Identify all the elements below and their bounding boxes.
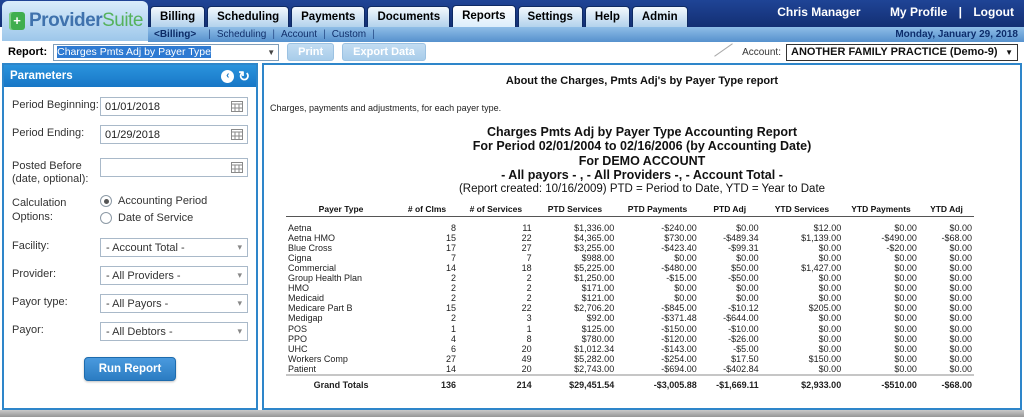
value-cell: 1 <box>526 323 532 334</box>
value-cell: 49 <box>521 353 532 364</box>
table-row <box>286 334 974 344</box>
value-cell: 27 <box>445 353 456 364</box>
value-cell: $0.00 <box>894 333 917 344</box>
value-cell: $0.00 <box>674 293 697 304</box>
grand-total-cell: -$3,005.88 <box>616 375 699 390</box>
value-cell: $0.00 <box>818 363 842 374</box>
value-cell: $780.00 <box>581 333 615 344</box>
grand-total-cell: $2,933.00 <box>761 375 844 390</box>
tab-help[interactable]: Help <box>585 6 630 27</box>
table-row <box>286 324 974 334</box>
value-cell: 17 <box>445 242 456 253</box>
link-separator: | <box>958 5 962 19</box>
subnav-item-account[interactable]: Account <box>280 29 318 40</box>
radio-date-of-service-label: Date of Service <box>118 212 194 225</box>
tab-billing[interactable]: Billing <box>150 6 205 27</box>
value-cell: -$845.00 <box>661 303 697 314</box>
value-cell: -$489.34 <box>723 232 759 243</box>
value-cell: $0.00 <box>894 313 917 324</box>
value-cell: $0.00 <box>818 343 842 354</box>
col-ptd-services: PTD Services <box>534 203 617 217</box>
refresh-icon[interactable]: ↻ <box>238 67 250 84</box>
value-cell: $17.50 <box>731 353 759 364</box>
value-cell: $205.00 <box>808 303 842 314</box>
value-cell: 27 <box>521 242 532 253</box>
value-cell: -$120.00 <box>661 333 697 344</box>
col-ytd-services: YTD Services <box>761 203 844 217</box>
period-ending-value: 01/29/2018 <box>105 128 161 141</box>
value-cell: $0.00 <box>894 283 917 294</box>
grand-totals-label: Grand Totals <box>286 375 396 390</box>
chevron-down-icon: ▼ <box>1005 47 1013 57</box>
value-cell: $0.00 <box>894 263 917 274</box>
value-cell: $0.00 <box>894 303 917 314</box>
value-cell: 2 <box>450 283 456 294</box>
chevron-down-icon: ▾ <box>237 270 242 281</box>
col-num-services: # of Services <box>458 203 534 217</box>
payor-field <box>12 322 248 341</box>
user-area <box>777 5 1014 19</box>
tab-settings[interactable]: Settings <box>518 6 583 27</box>
value-cell: -$402.84 <box>723 363 759 374</box>
report-title-block <box>264 125 1020 196</box>
value-cell: 8 <box>450 222 456 233</box>
value-cell: $121.00 <box>581 293 615 304</box>
chevron-down-icon: ▾ <box>237 298 242 309</box>
payor-type-select[interactable] <box>100 294 248 313</box>
subnav-separator: | <box>323 29 326 40</box>
value-cell: -$490.00 <box>881 232 917 243</box>
value-cell: $0.00 <box>894 273 917 284</box>
period-ending-label: Period Ending: <box>12 127 85 139</box>
value-cell: -$68.00 <box>941 232 972 243</box>
value-cell: -$50.00 <box>728 273 759 284</box>
value-cell: 20 <box>521 363 532 374</box>
value-cell: $4,365.00 <box>574 232 615 243</box>
parameters-header <box>4 65 256 87</box>
col-ptd-payments: PTD Payments <box>616 203 699 217</box>
payor-select[interactable] <box>100 322 248 341</box>
value-cell: 4 <box>450 333 456 344</box>
parameters-panel <box>2 63 258 410</box>
value-cell: $0.00 <box>949 323 972 334</box>
grand-total-cell: 214 <box>458 375 534 390</box>
report-table <box>286 203 974 390</box>
providersuite-logo-icon <box>9 12 25 30</box>
value-cell: 6 <box>450 343 456 354</box>
tab-payments[interactable]: Payments <box>291 6 365 27</box>
value-cell: $0.00 <box>894 252 917 263</box>
provider-select[interactable] <box>100 266 248 285</box>
report-label: Report: <box>8 46 48 58</box>
table-row <box>286 216 974 233</box>
value-cell: $171.00 <box>581 283 615 294</box>
value-cell: 7 <box>450 252 456 263</box>
value-cell: 20 <box>521 343 532 354</box>
value-cell: $5,225.00 <box>574 263 615 274</box>
value-cell: $0.00 <box>818 283 842 294</box>
value-cell: $1,427.00 <box>801 263 842 274</box>
report-select-value: Charges Pmts Adj by Payer Type <box>57 46 211 58</box>
value-cell: $0.00 <box>949 353 972 364</box>
calendar-icon[interactable] <box>231 162 243 173</box>
value-cell: 3 <box>526 313 532 324</box>
value-cell: 2 <box>526 293 532 304</box>
report-select[interactable] <box>53 44 279 61</box>
table-row <box>286 354 974 364</box>
col-ytd-payments: YTD Payments <box>843 203 919 217</box>
payor-label: Payor: <box>12 324 44 337</box>
collapse-panel-icon[interactable]: ‹ <box>221 70 234 83</box>
payer-type-cell: Medigap <box>288 313 323 324</box>
value-cell: 1 <box>450 323 456 334</box>
value-cell: $0.00 <box>818 242 842 253</box>
value-cell: $988.00 <box>581 252 615 263</box>
value-cell: -$15.00 <box>666 273 697 284</box>
report-title-line: Charges Pmts Adj by Payer Type Accounting Report <box>486 125 798 139</box>
grand-total-cell: $29,451.54 <box>534 375 617 390</box>
value-cell: -$240.00 <box>661 222 697 233</box>
value-cell: -$371.48 <box>661 313 697 324</box>
subnav-item-scheduling[interactable]: Scheduling <box>216 29 267 40</box>
value-cell: $1,250.00 <box>574 273 615 284</box>
grand-total-cell: -$510.00 <box>843 375 919 390</box>
chevron-down-icon: ▾ <box>237 326 242 337</box>
chevron-down-icon: ▼ <box>267 47 276 57</box>
value-cell: -$5.00 <box>733 343 759 354</box>
value-cell: $0.00 <box>949 363 972 374</box>
report-title-line: For DEMO ACCOUNT <box>578 153 706 168</box>
about-title: About the Charges, Pmts Adj's by Payer Type report <box>505 75 779 87</box>
posted-before-label: Posted Before (date, optional): <box>12 160 89 186</box>
tab-documents[interactable]: Documents <box>367 6 450 27</box>
value-cell: $0.00 <box>736 283 759 294</box>
value-cell: $0.00 <box>674 283 697 294</box>
tab-admin[interactable]: Admin <box>632 6 688 27</box>
value-cell: $0.00 <box>894 353 917 364</box>
facility-value: - Account Total - <box>106 241 185 254</box>
value-cell: 15 <box>445 303 456 314</box>
payer-type-cell: Aetna <box>288 222 312 233</box>
table-row <box>286 364 974 375</box>
chevron-down-icon: ▾ <box>237 242 242 253</box>
value-cell: 22 <box>521 232 532 243</box>
period-ending-field <box>12 125 248 144</box>
value-cell: 2 <box>450 273 456 284</box>
col-ytd-adj: YTD Adj <box>919 203 974 217</box>
payer-type-cell: Commercial <box>288 263 337 274</box>
report-title-line: For Period 02/01/2004 to 02/16/2006 (by Accounting Date) <box>472 139 812 154</box>
grand-total-cell: -$68.00 <box>919 375 974 390</box>
run-report-button[interactable]: Run Report <box>84 357 177 381</box>
value-cell: $0.00 <box>894 323 917 334</box>
provider-value: - All Providers - <box>106 269 181 282</box>
logo-text-suite: Suite <box>102 10 143 31</box>
value-cell: $730.00 <box>664 232 697 243</box>
table-row <box>286 293 974 303</box>
posted-before-input[interactable] <box>100 158 248 177</box>
value-cell: $92.00 <box>586 313 615 324</box>
payer-type-cell: Medicare Part B <box>288 303 353 314</box>
table-header-row <box>286 203 974 217</box>
table-row <box>286 303 974 313</box>
value-cell: $3,255.00 <box>574 242 615 253</box>
payer-type-cell: HMO <box>288 283 309 294</box>
user-name: Chris Manager <box>777 5 861 19</box>
value-cell: 14 <box>445 263 456 274</box>
value-cell: $12.00 <box>813 222 842 233</box>
grand-total-cell: -$1,669.11 <box>699 375 761 390</box>
value-cell: $0.00 <box>736 252 759 263</box>
payer-type-cell: POS <box>288 323 308 334</box>
value-cell: -$99.31 <box>728 242 759 253</box>
report-panel <box>262 63 1022 410</box>
payer-type-cell: Cigna <box>288 252 312 263</box>
payer-type-cell: Medicaid <box>288 293 325 304</box>
value-cell: $0.00 <box>949 293 972 304</box>
radio-accounting-period[interactable] <box>100 195 248 207</box>
period-beginning-field <box>12 97 248 116</box>
print-button[interactable]: Print <box>287 43 334 61</box>
value-cell: $0.00 <box>949 313 972 324</box>
value-cell: 2 <box>450 293 456 304</box>
tab-scheduling[interactable]: Scheduling <box>207 6 289 27</box>
facility-label: Facility: <box>12 240 50 253</box>
value-cell: -$20.00 <box>886 242 917 253</box>
value-cell: -$694.00 <box>661 363 697 374</box>
value-cell: $0.00 <box>894 222 917 233</box>
main-tabs <box>150 2 690 27</box>
value-cell: $0.00 <box>949 283 972 294</box>
value-cell: $0.00 <box>949 333 972 344</box>
value-cell: 18 <box>521 263 532 274</box>
posted-before-field <box>12 158 248 186</box>
value-cell: $0.00 <box>818 323 842 334</box>
value-cell: -$143.00 <box>661 343 697 354</box>
value-cell: $1,336.00 <box>574 222 615 233</box>
facility-field <box>12 238 248 257</box>
payer-type-cell: Patient <box>288 363 317 374</box>
account-label: Account: <box>742 46 781 58</box>
value-cell: $0.00 <box>949 252 972 263</box>
period-beginning-label: Period Beginning: <box>12 99 99 111</box>
value-cell: $0.00 <box>894 363 917 374</box>
payer-type-cell: Workers Comp <box>288 353 348 364</box>
value-cell: $50.00 <box>731 263 759 274</box>
subnav-separator: | <box>272 29 275 40</box>
value-cell: 2 <box>526 273 532 284</box>
radio-date-of-service[interactable] <box>100 212 248 224</box>
value-cell: $0.00 <box>949 263 972 274</box>
tab-reports[interactable]: Reports <box>452 5 515 27</box>
value-cell: $0.00 <box>818 293 842 304</box>
table-row <box>286 344 974 354</box>
value-cell: 2 <box>450 313 456 324</box>
facility-select[interactable] <box>100 238 248 257</box>
provider-label: Provider: <box>12 268 57 281</box>
payor-type-label: Payor type: <box>12 296 68 309</box>
value-cell: $0.00 <box>949 303 972 314</box>
calendar-icon[interactable] <box>231 101 243 112</box>
value-cell: 7 <box>526 252 532 263</box>
radio-button-icon <box>100 212 112 224</box>
value-cell: $2,743.00 <box>574 363 615 374</box>
value-cell: -$644.00 <box>723 313 759 324</box>
value-cell: $0.00 <box>818 333 842 344</box>
value-cell: $0.00 <box>949 343 972 354</box>
reports-subnav <box>148 27 1024 42</box>
value-cell: 2 <box>526 283 532 294</box>
payor-type-field <box>12 294 248 313</box>
report-table-body <box>286 216 974 375</box>
period-ending-input[interactable] <box>100 125 248 144</box>
payer-type-cell: PPO <box>288 333 308 344</box>
value-cell: 15 <box>445 232 456 243</box>
value-cell: $5,282.00 <box>574 353 615 364</box>
calculation-options-label: Calculation Options: <box>12 197 67 223</box>
period-beginning-value: 01/01/2018 <box>105 100 161 113</box>
account-select-value: ANOTHER FAMILY PRACTICE (Demo-9) <box>791 46 998 58</box>
period-beginning-input[interactable] <box>100 97 248 116</box>
value-cell: -$254.00 <box>661 353 697 364</box>
report-description: Charges, payments and adjustments, for each payer type. <box>270 103 502 113</box>
table-row <box>286 253 974 263</box>
value-cell: -$10.00 <box>728 323 759 334</box>
value-cell: -$26.00 <box>728 333 759 344</box>
payer-type-cell: Aetna HMO <box>288 232 336 243</box>
grand-totals-row <box>286 375 974 390</box>
grand-total-cell: 136 <box>396 375 458 390</box>
value-cell: -$10.12 <box>728 303 759 314</box>
value-cell: $0.00 <box>818 252 842 263</box>
value-cell: $1,012.34 <box>574 343 615 354</box>
parameters-title: Parameters <box>10 70 73 82</box>
payer-type-cell: Group Health Plan <box>288 273 363 284</box>
bottom-strip <box>0 410 1024 417</box>
table-row <box>286 273 974 283</box>
diagonal-divider <box>714 43 733 56</box>
value-cell: -$480.00 <box>661 263 697 274</box>
subnav-separator: | <box>208 29 211 40</box>
value-cell: $0.00 <box>949 242 972 253</box>
current-date: Monday, January 29, 2018 <box>895 29 1018 40</box>
payor-type-value: - All Payors - <box>106 297 169 310</box>
logo-text-provider: Provider <box>29 10 103 31</box>
col-payer-type: Payer Type <box>286 203 396 217</box>
report-title-line: (Report created: 10/16/2009) PTD = Period to Date, YTD = Year to Date <box>458 182 826 195</box>
provider-field <box>12 266 248 285</box>
table-row <box>286 243 974 253</box>
table-row <box>286 283 974 293</box>
app-logo[interactable] <box>2 1 148 41</box>
report-bar <box>0 42 1024 62</box>
payor-value: - All Debtors - <box>106 325 173 338</box>
calendar-icon[interactable] <box>231 129 243 140</box>
value-cell: $0.00 <box>674 252 697 263</box>
value-cell: $0.00 <box>818 313 842 324</box>
value-cell: $0.00 <box>818 273 842 284</box>
table-row <box>286 263 974 273</box>
export-data-button[interactable]: Export Data <box>342 43 426 61</box>
value-cell: $0.00 <box>949 222 972 233</box>
my-profile-link[interactable]: My Profile <box>889 5 948 19</box>
value-cell: $0.00 <box>736 293 759 304</box>
payer-type-cell: Blue Cross <box>288 242 333 253</box>
table-row <box>286 313 974 323</box>
value-cell: $150.00 <box>808 353 842 364</box>
value-cell: 14 <box>445 363 456 374</box>
value-cell: $0.00 <box>894 293 917 304</box>
radio-button-icon <box>100 195 112 207</box>
logout-link[interactable]: Logout <box>973 5 1014 19</box>
report-title-line: - All payors - , - All Providers -, - Account Total - <box>501 168 783 183</box>
value-cell: 8 <box>526 333 532 344</box>
col-ptd-adj: PTD Adj <box>699 203 761 217</box>
value-cell: $0.00 <box>894 343 917 354</box>
subnav-item-custom[interactable]: Custom <box>331 29 367 40</box>
radio-accounting-period-label: Accounting Period <box>118 195 208 208</box>
payer-type-cell: UHC <box>288 343 308 354</box>
subnav-separator: | <box>372 29 375 40</box>
value-cell: 11 <box>522 222 532 233</box>
value-cell: 22 <box>521 303 532 314</box>
value-cell: $1,139.00 <box>801 232 842 243</box>
value-cell: $0.00 <box>736 222 759 233</box>
account-select[interactable] <box>786 44 1018 61</box>
calculation-options-field <box>12 195 248 229</box>
value-cell: $2,706.20 <box>574 303 615 314</box>
value-cell: -$423.40 <box>661 242 697 253</box>
subnav-item-billing[interactable]: <Billing> <box>154 29 197 40</box>
value-cell: $0.00 <box>949 273 972 284</box>
col-num-clms: # of Clms <box>396 203 458 217</box>
table-row <box>286 233 974 243</box>
value-cell: $125.00 <box>581 323 615 334</box>
value-cell: -$150.00 <box>661 323 697 334</box>
